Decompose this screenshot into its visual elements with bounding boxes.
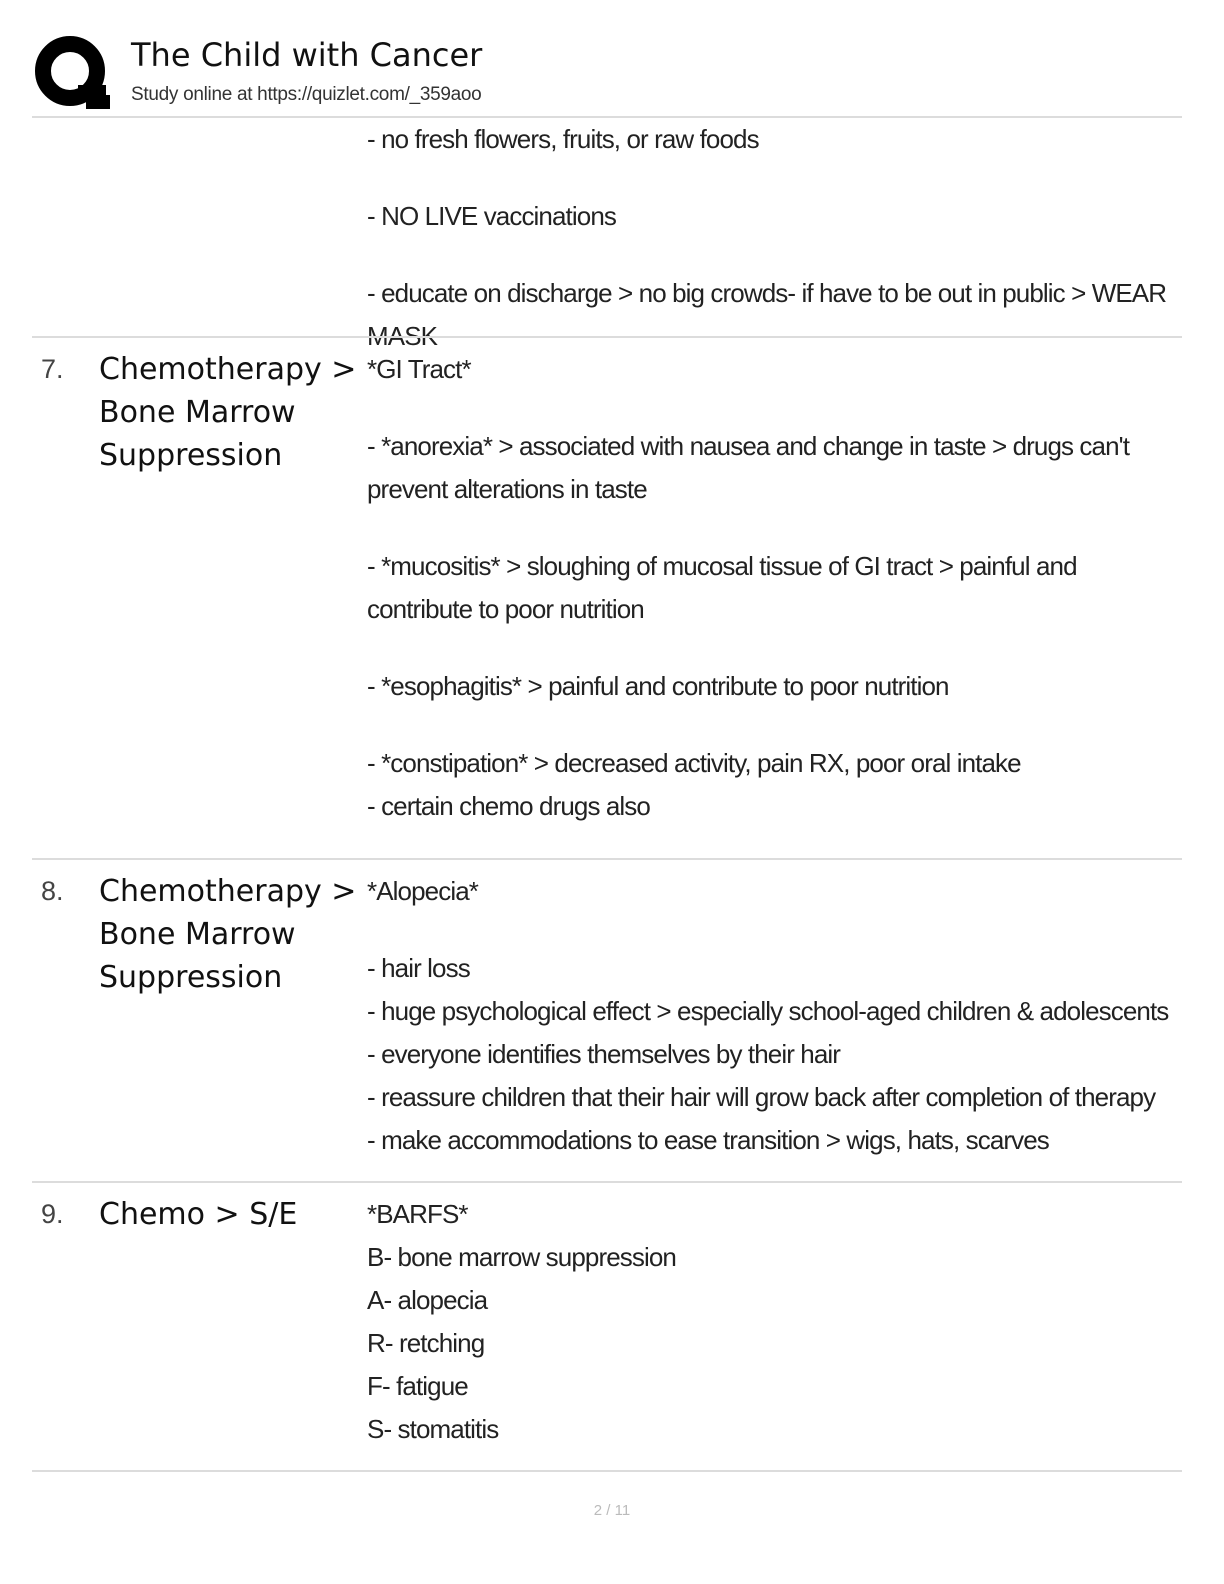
definition-line: - no fresh flowers, fruits, or raw foods (367, 124, 759, 154)
document-header (34, 30, 1182, 116)
definition-line: - *constipation* > decreased activity, pain RX, poor oral intake (367, 748, 1021, 778)
definition-line: *Alopecia* (367, 876, 478, 906)
card-number: 8. (41, 876, 64, 906)
definition-line: *GI Tract* (367, 354, 471, 384)
definition-line: - huge psychological effect > especially school-aged children & adolescents (367, 996, 1169, 1026)
definition-line: S- stomatitis (367, 1414, 499, 1444)
definition-line: - *mucositis* > sloughing of mucosal tissue of GI tract > painful and contribute to poor nutrition (367, 551, 1083, 624)
definition-line: A- alopecia (367, 1285, 488, 1315)
definition-line: - NO LIVE vaccinations (367, 201, 616, 231)
definition-line: *BARFS* (367, 1199, 468, 1229)
continued-definition (367, 118, 1173, 358)
definition-line: - certain chemo drugs also (367, 791, 650, 821)
definition-line: F- fatigue (367, 1371, 468, 1401)
card-term: Chemotherapy > Bone Marrow Suppression (99, 874, 357, 995)
card-term: Chemotherapy > Bone Marrow Suppression (99, 352, 357, 473)
card-number: 7. (41, 354, 64, 384)
document-title: The Child with Cancer (131, 36, 483, 74)
divider (32, 336, 1182, 338)
study-online-link[interactable]: Study online at https://quizlet.com/_359aoo (131, 84, 482, 105)
divider (32, 858, 1182, 860)
definition-line: - *esophagitis* > painful and contribute to poor nutrition (367, 671, 949, 701)
definition-line: B- bone marrow suppression (367, 1242, 676, 1272)
divider (32, 1470, 1182, 1472)
card-number: 9. (41, 1199, 64, 1229)
definition-line: R- retching (367, 1328, 485, 1358)
card-term: Chemo > S/E (99, 1197, 298, 1232)
card-definition (367, 1193, 1179, 1451)
definition-line: - hair loss (367, 953, 470, 983)
quizlet-logo-icon (34, 35, 110, 111)
definition-line: - *anorexia* > associated with nausea and change in taste > drugs can't prevent alterations in taste (367, 431, 1136, 504)
definition-line: - make accommodations to ease transition > wigs, hats, scarves (367, 1125, 1049, 1155)
definition-line: - educate on discharge > no big crowds- if have to be out in public > WEAR MASK (367, 278, 1173, 351)
card-definition (367, 348, 1179, 828)
divider (32, 1181, 1182, 1183)
page-number: 2 / 11 (593, 1502, 631, 1519)
card-definition (367, 870, 1179, 1162)
definition-line: - reassure children that their hair will grow back after completion of therapy (367, 1082, 1156, 1112)
definition-line: - everyone identifies themselves by their hair (367, 1039, 841, 1069)
